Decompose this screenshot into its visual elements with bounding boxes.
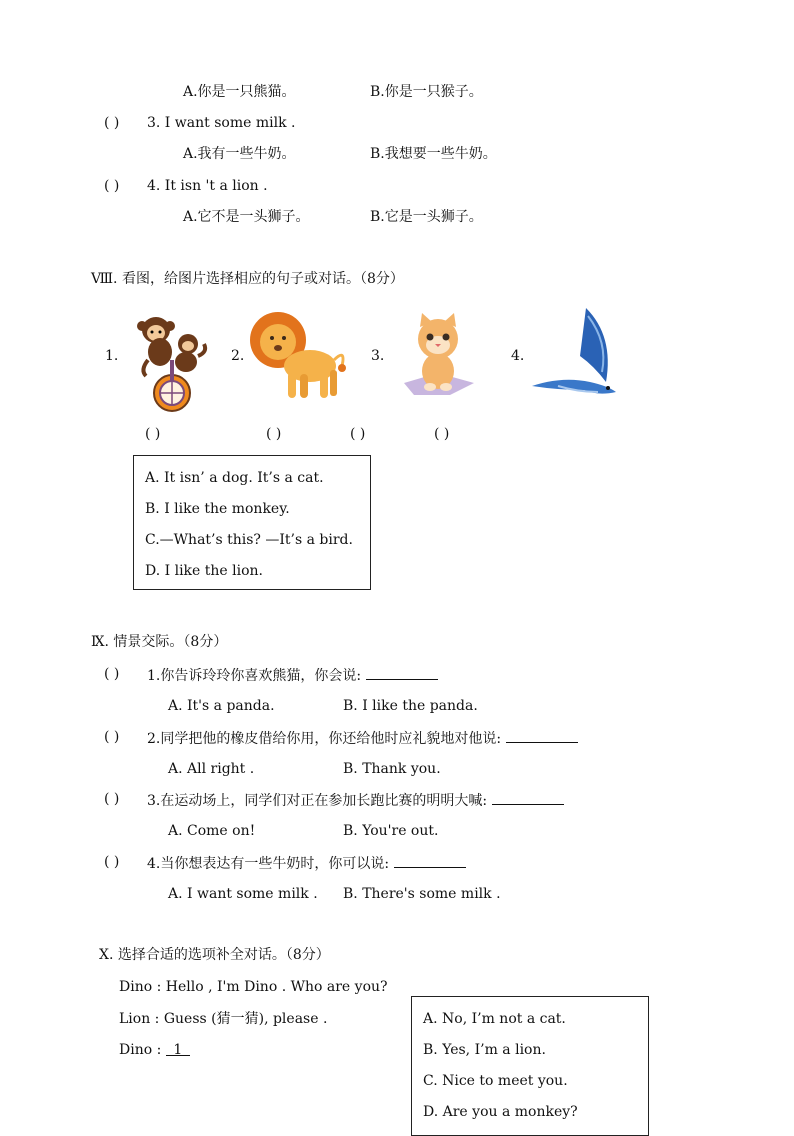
s9-q1-option-a: A. It's a panda. — [168, 698, 275, 714]
picture-number-1: 1. — [105, 348, 119, 364]
s9-q4-option-a: A. I want some milk . — [168, 886, 318, 902]
section-10-option-a: A. No, I’m not a cat. — [423, 1011, 566, 1027]
s9-q3-text — [147, 790, 564, 810]
s9-q2-answer-paren[interactable]: ( ) — [104, 729, 120, 745]
q3-option-b: B.我想要一些牛奶。 — [370, 146, 497, 162]
dialogue-line-3 — [119, 1041, 190, 1059]
section-10-heading: Ⅹ. 选择合适的选项补全对话。（8分） — [99, 947, 330, 963]
picture-number-4: 4. — [511, 348, 525, 364]
dialogue-blank-1[interactable]: 1 — [166, 1041, 190, 1056]
section-8-option-a: A. It isn’ a dog. It’s a cat. — [145, 470, 324, 486]
dialogue-speaker-dino: Dino : — [119, 1042, 162, 1058]
section-10-option-d: D. Are you a monkey? — [423, 1104, 578, 1120]
section-8-option-d: D. I like the lion. — [145, 563, 264, 579]
picture-number-3: 3. — [371, 348, 385, 364]
s9-q3-option-a: A. Come on! — [168, 823, 256, 839]
s9-q4-text — [147, 853, 466, 873]
s9-q2-prompt: 2.同学把他的橡皮借给你用，你还给他时应礼貌地对他说: — [147, 731, 502, 747]
section-8-option-b: B. I like the monkey. — [145, 501, 290, 517]
s9-q3-blank[interactable] — [492, 790, 564, 805]
section-10-option-b: B. Yes, I’m a lion. — [423, 1042, 546, 1058]
picture-1-answer-paren[interactable]: ( ) — [145, 426, 161, 442]
s9-q3-answer-paren[interactable]: ( ) — [104, 791, 120, 807]
cat-icon — [400, 313, 476, 397]
dialogue-line-2: Lion : Guess (猜一猜), please . — [119, 1011, 328, 1027]
q4-option-b: B.它是一头狮子。 — [370, 209, 483, 225]
q3-answer-paren[interactable]: ( ) — [104, 115, 120, 131]
section-8-option-c: C.—What’s this? —It’s a bird. — [145, 532, 353, 548]
s9-q4-prompt: 4.当你想表达有一些牛奶时，你可以说: — [147, 856, 390, 872]
section-8-options-box — [133, 455, 371, 590]
picture-3-answer-paren[interactable]: ( ) — [350, 426, 366, 442]
picture-2-answer-paren[interactable]: ( ) — [266, 426, 282, 442]
s9-q2-option-a: A. All right . — [168, 761, 255, 777]
q4-text: 4. It isn 't a lion . — [147, 178, 268, 194]
s9-q1-text — [147, 665, 438, 685]
q2-option-b: B.你是一只猴子。 — [370, 84, 483, 100]
s9-q2-text — [147, 728, 578, 748]
s9-q2-blank[interactable] — [506, 728, 578, 743]
q4-answer-paren[interactable]: ( ) — [104, 178, 120, 194]
section-8-heading: Ⅷ. 看图，给图片选择相应的句子或对话。（8分） — [91, 271, 404, 287]
bird-icon — [528, 306, 620, 398]
s9-q1-answer-paren[interactable]: ( ) — [104, 666, 120, 682]
section-10-options-box — [411, 996, 649, 1136]
q4-option-a: A.它不是一头狮子。 — [183, 209, 310, 225]
section-10-option-c: C. Nice to meet you. — [423, 1073, 568, 1089]
s9-q1-blank[interactable] — [366, 665, 438, 680]
q3-text: 3. I want some milk . — [147, 115, 296, 131]
s9-q4-option-b: B. There's some milk . — [343, 886, 501, 902]
s9-q2-option-b: B. Thank you. — [343, 761, 441, 777]
s9-q1-option-b: B. I like the panda. — [343, 698, 478, 714]
dialogue-line-1: Dino : Hello , I'm Dino . Who are you? — [119, 979, 388, 995]
picture-4-answer-paren[interactable]: ( ) — [434, 426, 450, 442]
picture-number-2: 2. — [231, 348, 245, 364]
q3-option-a: A.我有一些牛奶。 — [183, 146, 296, 162]
s9-q4-blank[interactable] — [394, 853, 466, 868]
section-9-heading: Ⅸ. 情景交际。（8分） — [91, 634, 228, 650]
s9-q4-answer-paren[interactable]: ( ) — [104, 854, 120, 870]
monkey-unicycle-icon — [130, 308, 210, 413]
s9-q1-prompt: 1.你告诉玲玲你喜欢熊猫，你会说: — [147, 668, 362, 684]
s9-q3-prompt: 3.在运动场上，同学们对正在参加长跑比赛的明明大喊: — [147, 793, 488, 809]
s9-q3-option-b: B. You're out. — [343, 823, 439, 839]
q2-option-a: A.你是一只熊猫。 — [183, 84, 296, 100]
lion-icon — [248, 308, 348, 404]
